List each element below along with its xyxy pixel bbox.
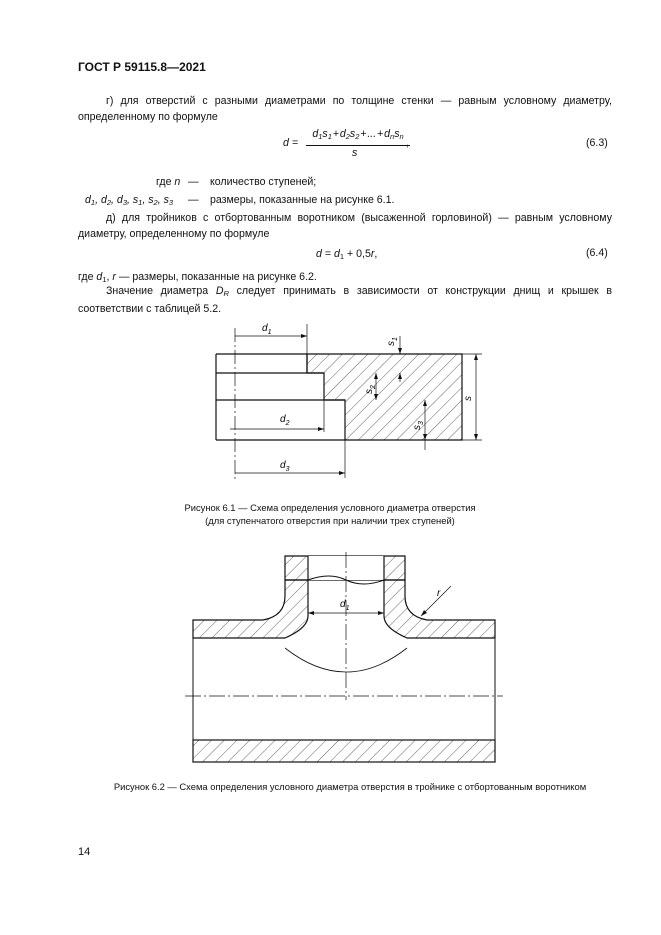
page-number: 14 bbox=[78, 846, 91, 858]
fig62-label-r: r bbox=[437, 588, 441, 599]
fig61-label-d2: $d_2$ bbox=[280, 414, 290, 427]
fig61-label-s: s bbox=[463, 396, 474, 401]
fig62-label-d1: $d_1$ bbox=[340, 599, 350, 612]
where-d-symbols bbox=[85, 193, 173, 211]
fig61-label-s2: $s_2$ bbox=[364, 385, 377, 394]
where-d-symbols-display: $d_1$, $d_2$, $d_3$, $s_1$, $s_2$, $s_3$ bbox=[85, 194, 174, 207]
figure-6-2-drawing bbox=[185, 550, 505, 766]
where-d-dash: — bbox=[188, 194, 199, 206]
fig61-label-s1: $s_1$ bbox=[386, 337, 399, 346]
fig62-left-collar bbox=[193, 580, 308, 638]
where-n-prefix: где bbox=[156, 176, 172, 188]
eq63-numerator-display: $d_1s_1$ + $d_2s_2$ + ... + $d_ns_n$ bbox=[312, 128, 404, 141]
eq63-denominator: s bbox=[352, 147, 358, 159]
fig61-label-d3: $d_3$ bbox=[280, 460, 290, 473]
eq64-formula bbox=[316, 247, 377, 265]
eq63-fraction-bar bbox=[306, 145, 410, 146]
eq63-numerator bbox=[304, 127, 412, 145]
where-n-desc: количество ступеней; bbox=[210, 176, 317, 188]
fig62-bottom-wall bbox=[193, 740, 495, 762]
fig61-label-d1: $d_1$ bbox=[262, 323, 272, 336]
paragraph-dr bbox=[78, 284, 612, 317]
paragraph-g: г) для отверстий с разными диаметрами по толщине стенки — равным условному диаметру, определенному по формуле bbox=[78, 95, 612, 123]
where-d1-r-display: где $d_1$, r — размеры, показанные на рисунке 6.2. bbox=[78, 271, 317, 284]
paragraph-dr-display: Значение диаметра $D_R$ следует принимать в зависимости от конструкции днищ и крышек в соответствии с таблицей 5.2. bbox=[78, 285, 612, 315]
paragraph-d: д) для тройников с отбортованным воротником (высаженной горловиной) — равным условному диаметру, определенному по формуле bbox=[78, 212, 612, 240]
figure-6-1-caption bbox=[130, 501, 530, 527]
figure-6-1-caption-line2: (для ступенчатого отверстия при наличии трех ступеней) bbox=[205, 515, 455, 526]
where-n-symbol: n bbox=[174, 176, 181, 188]
eq63-lhs-text: d = bbox=[283, 137, 299, 149]
eq63-number: (6.3) bbox=[586, 137, 608, 149]
figure-6-1-caption-line1: Рисунок 6.1 — Схема определения условного диаметра отверстия bbox=[184, 502, 476, 513]
eq64-formula-display: $d = d_1 + 0,5r$, bbox=[316, 248, 378, 261]
where-n bbox=[156, 175, 180, 191]
fig61-label-s3: $s_3$ bbox=[412, 421, 425, 430]
figure-6-1-drawing bbox=[200, 318, 490, 490]
eq64-number: (6.4) bbox=[586, 247, 608, 259]
eq63-lhs bbox=[283, 136, 298, 152]
document-header: ГОСТ Р 59115.8—2021 bbox=[78, 60, 206, 74]
where-n-dash: — bbox=[188, 176, 199, 188]
where-d-desc: размеры, показанные на рисунке 6.1. bbox=[210, 194, 395, 206]
fig61-hatched-section bbox=[307, 354, 462, 440]
eq63-comma: , bbox=[406, 137, 409, 149]
figure-6-2-caption: Рисунок 6.2 — Схема определения условного диаметра отверстия в тройнике с отбортованным воротником bbox=[113, 781, 587, 792]
